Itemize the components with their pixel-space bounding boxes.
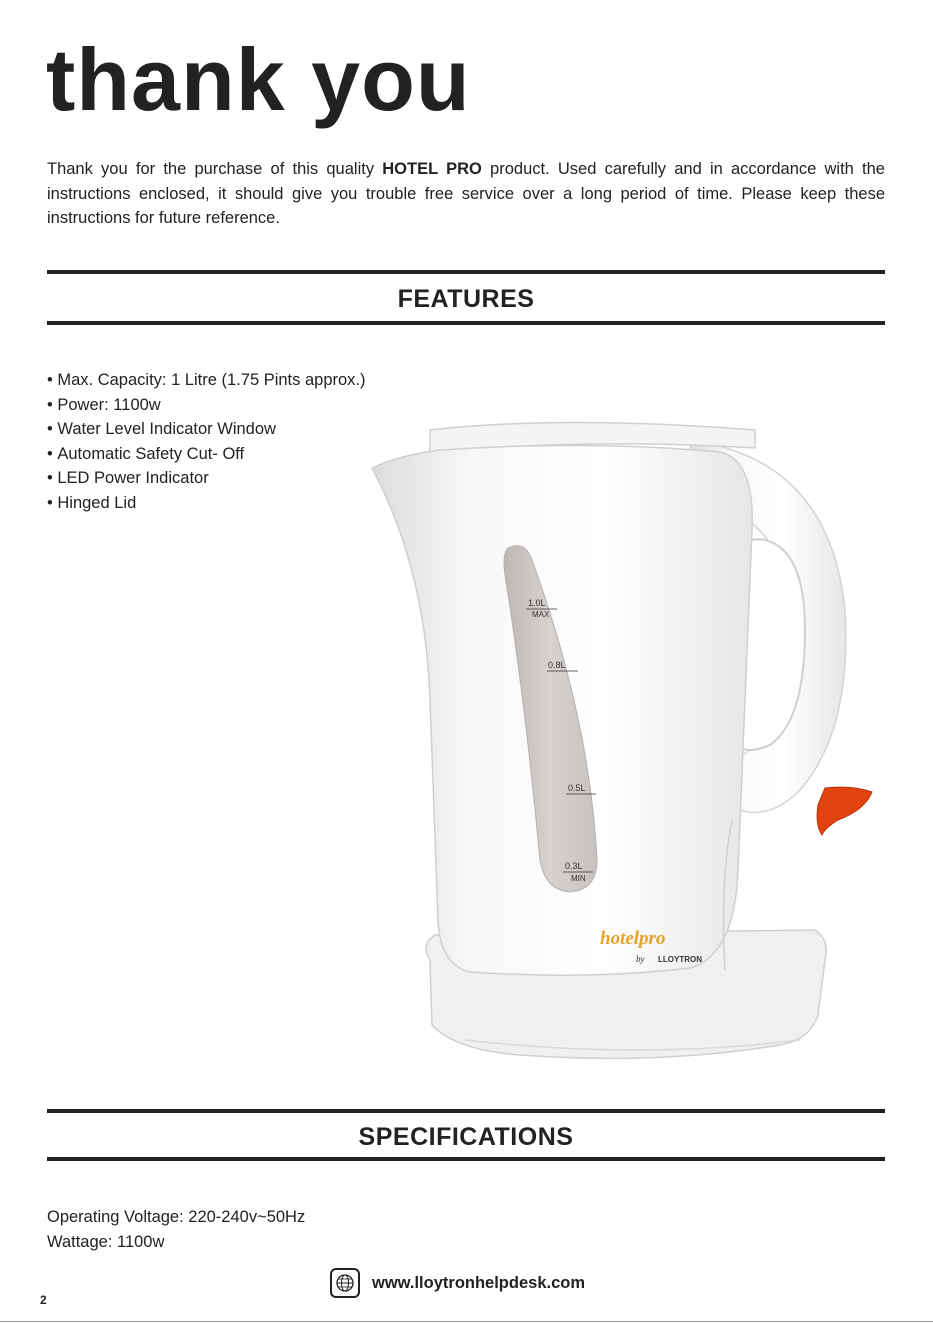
marking-1-0l: 1.0L <box>528 598 546 608</box>
features-top-rule <box>47 270 885 274</box>
features-bottom-rule <box>47 321 885 325</box>
features-heading: FEATURES <box>397 285 535 313</box>
power-switch <box>817 787 872 835</box>
spec-item: Wattage: 1100w <box>47 1232 165 1251</box>
spec-item: Operating Voltage: 220-240v~50Hz <box>47 1208 306 1226</box>
feature-item: • Automatic Safety Cut- Off <box>47 442 366 467</box>
globe-icon <box>330 1268 360 1298</box>
features-list <box>47 368 366 516</box>
website-link[interactable]: www.lloytronhelpdesk.com <box>372 1273 586 1292</box>
feature-item: • Max. Capacity: 1 Litre (1.75 Pints approx.) <box>47 368 366 393</box>
footer-website <box>330 1268 585 1298</box>
intro-paragraph <box>47 157 885 231</box>
specs-bottom-rule <box>47 1157 885 1161</box>
marking-0-5l: 0.5L <box>568 783 586 793</box>
feature-item: • LED Power Indicator <box>47 466 366 491</box>
specs-list <box>47 1205 305 1254</box>
feature-item: • Hinged Lid <box>47 491 366 516</box>
marking-min: MIN <box>571 874 586 883</box>
page-number: 2 <box>40 1293 47 1307</box>
marking-0-3l: 0.3L <box>565 861 583 871</box>
specs-top-rule <box>47 1109 885 1113</box>
brand-name: HOTEL PRO <box>382 160 482 178</box>
lloytron-logo: LLOYTRON <box>658 955 702 964</box>
marking-0-8l: 0.8L <box>548 660 566 670</box>
page-bottom-line <box>0 1321 933 1322</box>
page-title: thank you <box>46 30 471 129</box>
logo-by: by <box>636 954 645 964</box>
marking-max: MAX <box>532 610 550 619</box>
kettle-image <box>360 400 880 1080</box>
feature-item: • Water Level Indicator Window <box>47 417 366 442</box>
specs-heading: SPECIFICATIONS <box>358 1123 574 1151</box>
intro-text-start: Thank you for the purchase of this quality <box>47 160 383 178</box>
hotelpro-logo: hotelpro <box>600 928 666 949</box>
feature-item: • Power: 1100w <box>47 393 366 418</box>
intro-text-end: product. Used carefully and in accordance with the instructions enclosed, it should give you trouble free service over a long period of time. Please keep these instructions for future reference. <box>47 160 885 227</box>
